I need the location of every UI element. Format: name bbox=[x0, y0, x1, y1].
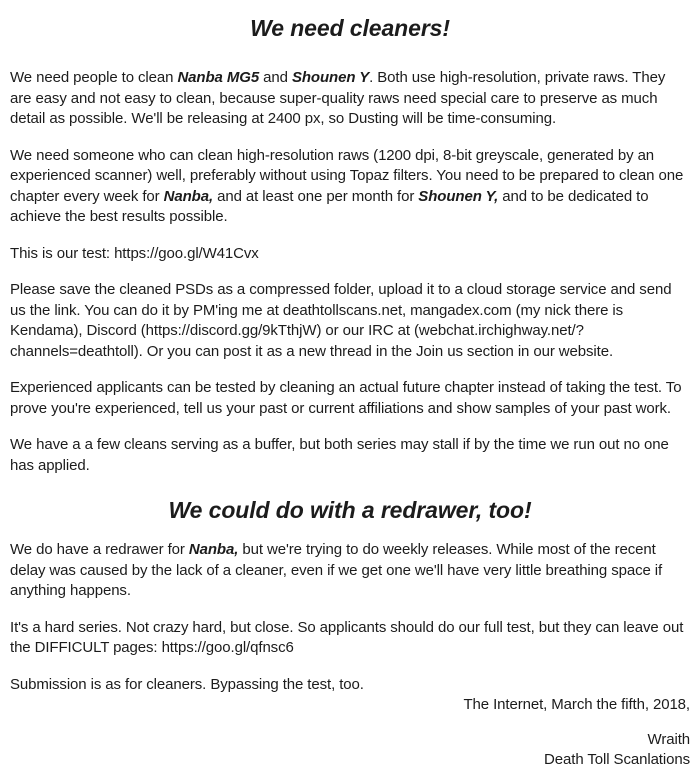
series-title-emphasis: Nanba, bbox=[163, 187, 214, 205]
signature-block bbox=[10, 730, 690, 771]
paragraph-series-overview bbox=[10, 68, 690, 130]
paragraph-text: This is our test: https://goo.gl/W41Cvx bbox=[10, 244, 259, 262]
paragraph-text: and at least one per month for bbox=[213, 187, 419, 205]
signature-dateline: The Internet, March the fifth, 2018, bbox=[463, 696, 690, 713]
paragraph-text: and to be dedicated to achieve the best results possible. bbox=[10, 187, 649, 225]
signature-group: Death Toll Scanlations bbox=[544, 751, 690, 768]
heading-redrawer: We could do with a redrawer, too! bbox=[168, 497, 532, 523]
paragraph-requirements bbox=[10, 146, 690, 228]
heading-cleaners: We need cleaners! bbox=[250, 15, 450, 41]
series-title-emphasis: Shounen Y bbox=[291, 69, 370, 86]
paragraph-redrawer-test bbox=[10, 618, 690, 659]
paragraph-buffer-warning bbox=[10, 435, 690, 476]
paragraph-text: Experienced applicants can be tested by cleaning an actual future chapter instead of taking the test. To prove you're experienced, tell us your past or current affiliations and show samples of your past work. bbox=[10, 379, 682, 417]
series-title-emphasis: Nanba, bbox=[188, 541, 239, 558]
paragraph-text: We need someone who can clean high-resolution raws (1200 dpi, 8-bit greyscale, generated by an experienced scanner) well, preferably without using Topaz filters. You need to be prepared to clean one chapter every week for bbox=[10, 146, 684, 205]
paragraph-experienced-applicants bbox=[10, 378, 690, 419]
paragraph-text: We have a a few cleans serving as a buffer, but both series may stall if by the time we run out no one has applied. bbox=[10, 436, 669, 474]
paragraph-submission-instructions bbox=[10, 280, 690, 362]
paragraph-text: but we're trying to do weekly releases. While most of the recent delay was caused by the lack of a cleaner, even if we get one we'll have very little breathing space if anything happens. bbox=[10, 541, 663, 599]
paragraph-text: It's a hard series. Not crazy hard, but close. So applicants should do our full test, but they can leave out the DIFFICULT pages: https://goo.gl/qfnsc6 bbox=[10, 618, 684, 656]
paragraph-redrawer-status bbox=[10, 540, 690, 602]
paragraph-text: and bbox=[259, 69, 292, 86]
paragraph-text: Submission is as for cleaners. Bypassing the test, too. bbox=[10, 675, 364, 693]
series-title-emphasis: Nanba MG5 bbox=[177, 69, 260, 86]
paragraph-text: Please save the cleaned PSDs as a compressed folder, upload it to a cloud storage service and send us the link. You can do it by PM'ing me at deathtollscans.net, mangadex.com (my nick there is Kendama), Discord (https://discord.gg/9kTthjW) or our IRC at (webchat.irchighway.net/?channels=deathtoll). Or you can post it as a new thread in the Join us section in our website. bbox=[10, 281, 672, 360]
paragraph-text: . Both use high-resolution, private raws. They are easy and not easy to clean, because super-quality raws need special care to preserve as much detail as possible. We'll be releasing at 2400 px, so Dusting will be time-consuming. bbox=[10, 69, 666, 127]
paragraph-test-link bbox=[10, 244, 690, 265]
series-title-emphasis: Shounen Y, bbox=[418, 187, 499, 205]
signature-name: Wraith bbox=[647, 730, 690, 748]
paragraph-redrawer-submission bbox=[10, 675, 690, 696]
paragraph-text: We need people to clean bbox=[10, 69, 178, 86]
paragraph-text: We do have a redrawer for bbox=[10, 541, 189, 558]
